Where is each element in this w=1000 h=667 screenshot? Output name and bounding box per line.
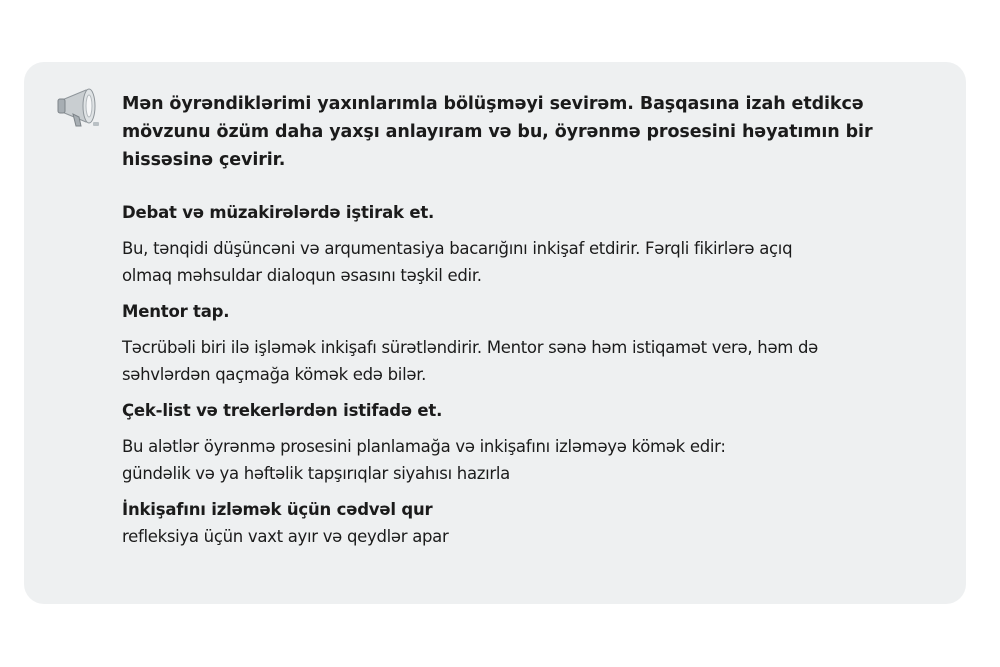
section-title-mentor: Mentor tap. — [122, 302, 230, 321]
megaphone-icon — [56, 86, 102, 134]
section-text-debate: Bu, tənqidi düşüncəni və arqumentasiya bacarığını inkişaf etdirir. Fərqli fikirlərə açıq olmaq məhsuldar dialoqun əsasını təşkil edir. — [122, 239, 793, 285]
section-text-mentor: Təcrübəli biri ilə işləmək inkişafı sürətləndirir. Mentor sənə həm istiqamət verə, həm də səhvlərdən qaçmağa kömək edə bilər. — [122, 338, 819, 384]
section-title-progress: İnkişafını izləmək üçün cədvəl qur — [122, 500, 433, 519]
section-text-checklist-line1: Bu alətlər öyrənmə prosesini planlamağa və inkişafını izləməyə kömək edir: — [122, 437, 726, 456]
content — [122, 90, 922, 550]
section-title-checklist: Çek-list və trekerlərdən istifadə et. — [122, 401, 443, 420]
intro-text: Mən öyrəndiklərimi yaxınlarımla bölüşməyi sevirəm. Başqasına izah etdikcə mövzunu özüm daha yaxşı anlayıram və bu, öyrənmə prosesini həyatımın bir hissəsinə çevirir. — [122, 94, 873, 170]
section-text-checklist-line2: gündəlik və ya həftəlik tapşırıqlar siyahısı hazırla — [122, 464, 510, 483]
section-title-debate: Debat və müzakirələrdə iştirak et. — [122, 203, 435, 222]
section-text-progress: refleksiya üçün vaxt ayır və qeydlər apar — [122, 527, 449, 546]
